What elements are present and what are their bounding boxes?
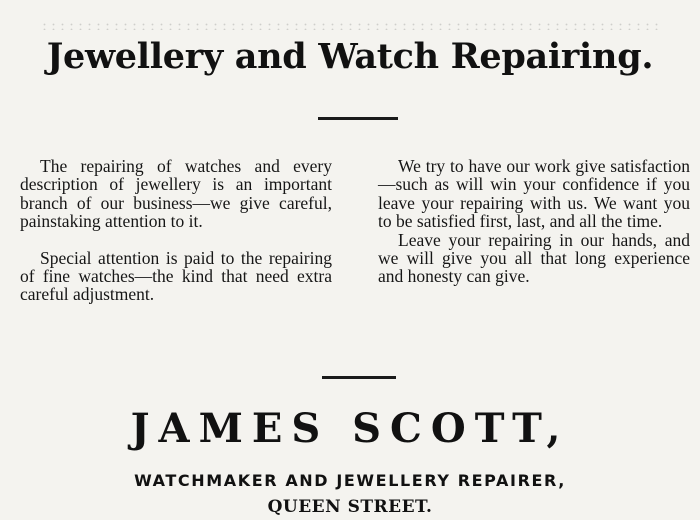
business-name: JAMES SCOTT, <box>130 405 570 452</box>
right-paragraph-2: Leave your repairing in our hands, and we will give you all that long experience and honesty can give. <box>378 229 690 287</box>
left-paragraph-1: The repairing of watches and every description of jewellery is an important branch of our business—we give careful, painstaking attention to it. <box>20 156 332 232</box>
print-speckle <box>40 22 660 30</box>
right-column <box>378 157 690 286</box>
headline: Jewellery and Watch Repairing. <box>46 36 654 77</box>
left-paragraph-2: Special attention is paid to the repairing of fine watches—the kind that need extra careful adjustment. <box>20 247 332 305</box>
left-column <box>20 157 332 304</box>
middle-divider-rule <box>322 376 396 379</box>
right-paragraph-1: We try to have our work give satisfaction—such as will win your confidence if you leave your repairing with us. We want you to be satisfied first, last, and all the time. <box>378 156 690 232</box>
top-divider-rule <box>318 117 398 120</box>
business-trade: WATCHMAKER AND JEWELLERY REPAIRER, <box>134 471 566 490</box>
business-address: QUEEN STREET. <box>267 497 433 517</box>
